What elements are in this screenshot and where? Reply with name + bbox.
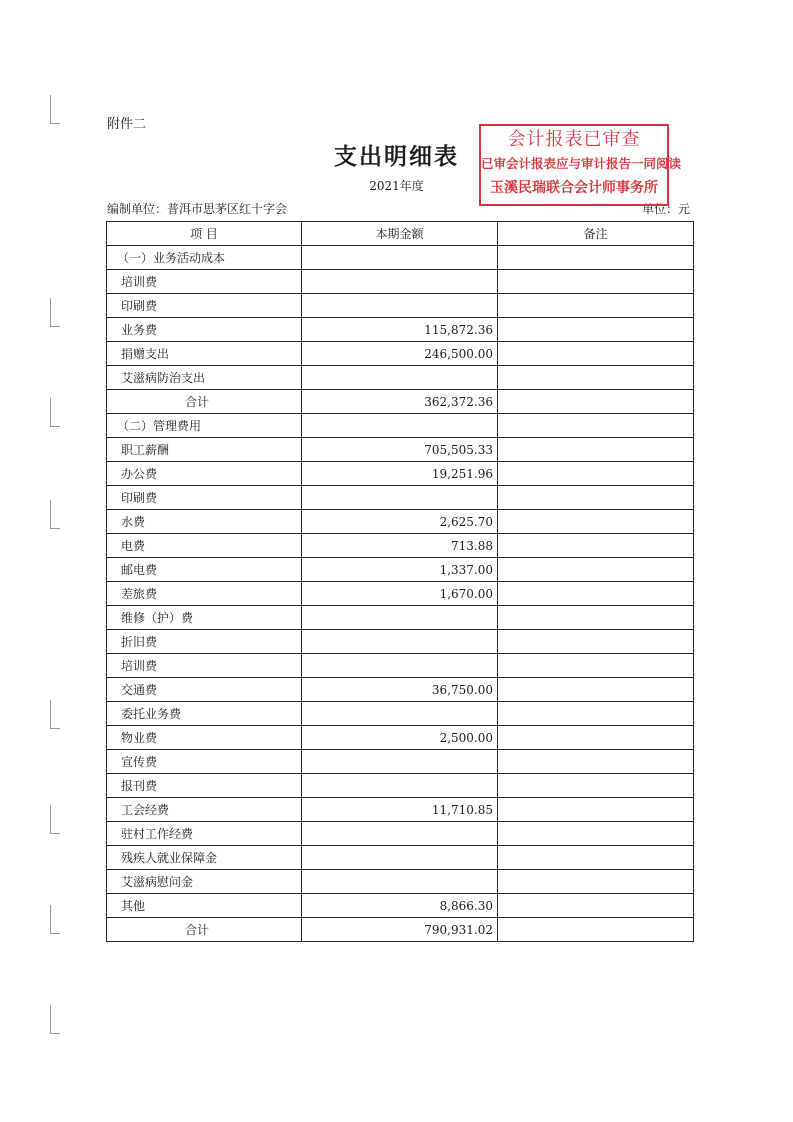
binding-mark	[50, 398, 60, 427]
note-cell	[498, 822, 694, 846]
amount-cell	[302, 750, 498, 774]
note-cell	[498, 534, 694, 558]
table-row	[107, 366, 694, 390]
item-cell: 培训费	[107, 654, 302, 678]
amount-cell	[302, 606, 498, 630]
note-cell	[498, 726, 694, 750]
amount-cell	[302, 846, 498, 870]
item-cell: 委托业务费	[107, 702, 302, 726]
note-cell	[498, 774, 694, 798]
column-header-amount: 本期金额	[302, 222, 498, 246]
note-cell	[498, 462, 694, 486]
item-cell: 工会经费	[107, 798, 302, 822]
amount-cell: 36,750.00	[302, 678, 498, 702]
item-cell: 艾滋病防治支出	[107, 366, 302, 390]
note-cell	[498, 894, 694, 918]
item-cell: 艾滋病慰问金	[107, 870, 302, 894]
table-row	[107, 894, 694, 918]
amount-cell: 1,670.00	[302, 582, 498, 606]
attachment-label: 附件二	[107, 117, 147, 132]
amount-cell	[302, 414, 498, 438]
unit-label: 单位：元	[641, 202, 690, 216]
report-year: 2021年度	[369, 179, 424, 193]
item-cell: 办公费	[107, 462, 302, 486]
item-cell: 职工薪酬	[107, 438, 302, 462]
note-cell	[498, 270, 694, 294]
table-row	[107, 534, 694, 558]
amount-cell	[302, 366, 498, 390]
item-cell: 宣传费	[107, 750, 302, 774]
amount-cell	[302, 294, 498, 318]
table-row	[107, 750, 694, 774]
item-cell: （二）管理费用	[107, 414, 302, 438]
note-cell	[498, 870, 694, 894]
table-row	[107, 342, 694, 366]
amount-cell: 1,337.00	[302, 558, 498, 582]
table-row	[107, 246, 694, 270]
table-row	[107, 582, 694, 606]
note-cell	[498, 246, 694, 270]
amount-cell	[302, 486, 498, 510]
item-cell: 邮电费	[107, 558, 302, 582]
table-row	[107, 390, 694, 414]
table-row	[107, 726, 694, 750]
note-cell	[498, 798, 694, 822]
note-cell	[498, 558, 694, 582]
table-row	[107, 918, 694, 942]
table-header-row	[107, 222, 694, 246]
amount-cell: 19,251.96	[302, 462, 498, 486]
note-cell	[498, 414, 694, 438]
table-row	[107, 414, 694, 438]
note-cell	[498, 486, 694, 510]
binding-mark	[50, 905, 60, 934]
item-cell: 业务费	[107, 318, 302, 342]
table-row	[107, 870, 694, 894]
item-cell: 培训费	[107, 270, 302, 294]
note-cell	[498, 654, 694, 678]
note-cell	[498, 366, 694, 390]
table-row	[107, 558, 694, 582]
note-cell	[498, 342, 694, 366]
table-row	[107, 606, 694, 630]
note-cell	[498, 582, 694, 606]
table-row	[107, 822, 694, 846]
item-cell: 印刷费	[107, 486, 302, 510]
binding-mark	[50, 805, 60, 834]
binding-mark	[50, 700, 60, 729]
amount-cell: 713.88	[302, 534, 498, 558]
amount-cell: 246,500.00	[302, 342, 498, 366]
table-row	[107, 846, 694, 870]
table-row	[107, 702, 694, 726]
table-row	[107, 294, 694, 318]
note-cell	[498, 510, 694, 534]
amount-cell	[302, 870, 498, 894]
org-label: 编制单位：普洱市思茅区红十字会	[107, 202, 288, 216]
amount-cell: 790,931.02	[302, 918, 498, 942]
table-row	[107, 654, 694, 678]
note-cell	[498, 678, 694, 702]
note-cell	[498, 750, 694, 774]
note-cell	[498, 918, 694, 942]
item-cell: 合计	[107, 918, 302, 942]
expense-table	[106, 221, 694, 942]
table-row	[107, 438, 694, 462]
binding-mark	[50, 298, 60, 327]
item-cell: 维修（护）费	[107, 606, 302, 630]
note-cell	[498, 702, 694, 726]
binding-mark	[50, 500, 60, 529]
item-cell: 捐赠支出	[107, 342, 302, 366]
stamp-line-3: 玉溪民瑞联合会计师事务所	[490, 180, 658, 196]
table-row	[107, 270, 694, 294]
table-row	[107, 462, 694, 486]
item-cell: 物业费	[107, 726, 302, 750]
table-body	[107, 246, 694, 942]
note-cell	[498, 390, 694, 414]
item-cell: 报刊费	[107, 774, 302, 798]
binding-mark	[50, 1005, 60, 1034]
amount-cell: 362,372.36	[302, 390, 498, 414]
amount-cell: 2,625.70	[302, 510, 498, 534]
item-cell: 折旧费	[107, 630, 302, 654]
audit-stamp	[479, 124, 682, 206]
amount-cell	[302, 774, 498, 798]
table-row	[107, 318, 694, 342]
column-header-note: 备注	[498, 222, 694, 246]
note-cell	[498, 606, 694, 630]
table-row	[107, 510, 694, 534]
column-header-item: 项 目	[107, 222, 302, 246]
item-cell: 电费	[107, 534, 302, 558]
note-cell	[498, 846, 694, 870]
item-cell: （一）业务活动成本	[107, 246, 302, 270]
amount-cell	[302, 822, 498, 846]
table-row	[107, 630, 694, 654]
amount-cell: 11,710.85	[302, 798, 498, 822]
item-cell: 驻村工作经费	[107, 822, 302, 846]
table-row	[107, 486, 694, 510]
amount-cell: 8,866.30	[302, 894, 498, 918]
note-cell	[498, 630, 694, 654]
amount-cell	[302, 630, 498, 654]
item-cell: 其他	[107, 894, 302, 918]
note-cell	[498, 294, 694, 318]
amount-cell: 705,505.33	[302, 438, 498, 462]
table-row	[107, 774, 694, 798]
amount-cell: 115,872.36	[302, 318, 498, 342]
amount-cell	[302, 654, 498, 678]
item-cell: 水费	[107, 510, 302, 534]
page-title: 支出明细表	[334, 143, 459, 170]
item-cell: 合计	[107, 390, 302, 414]
amount-cell	[302, 702, 498, 726]
note-cell	[498, 318, 694, 342]
item-cell: 印刷费	[107, 294, 302, 318]
amount-cell	[302, 270, 498, 294]
amount-cell: 2,500.00	[302, 726, 498, 750]
stamp-line-2: 已审会计报表应与审计报告一同阅读	[481, 156, 682, 171]
binding-mark	[50, 95, 60, 124]
note-cell	[498, 438, 694, 462]
item-cell: 交通费	[107, 678, 302, 702]
stamp-line-1: 会计报表已审查	[507, 129, 641, 150]
table-row	[107, 678, 694, 702]
amount-cell	[302, 246, 498, 270]
item-cell: 残疾人就业保障金	[107, 846, 302, 870]
item-cell: 差旅费	[107, 582, 302, 606]
table-row	[107, 798, 694, 822]
